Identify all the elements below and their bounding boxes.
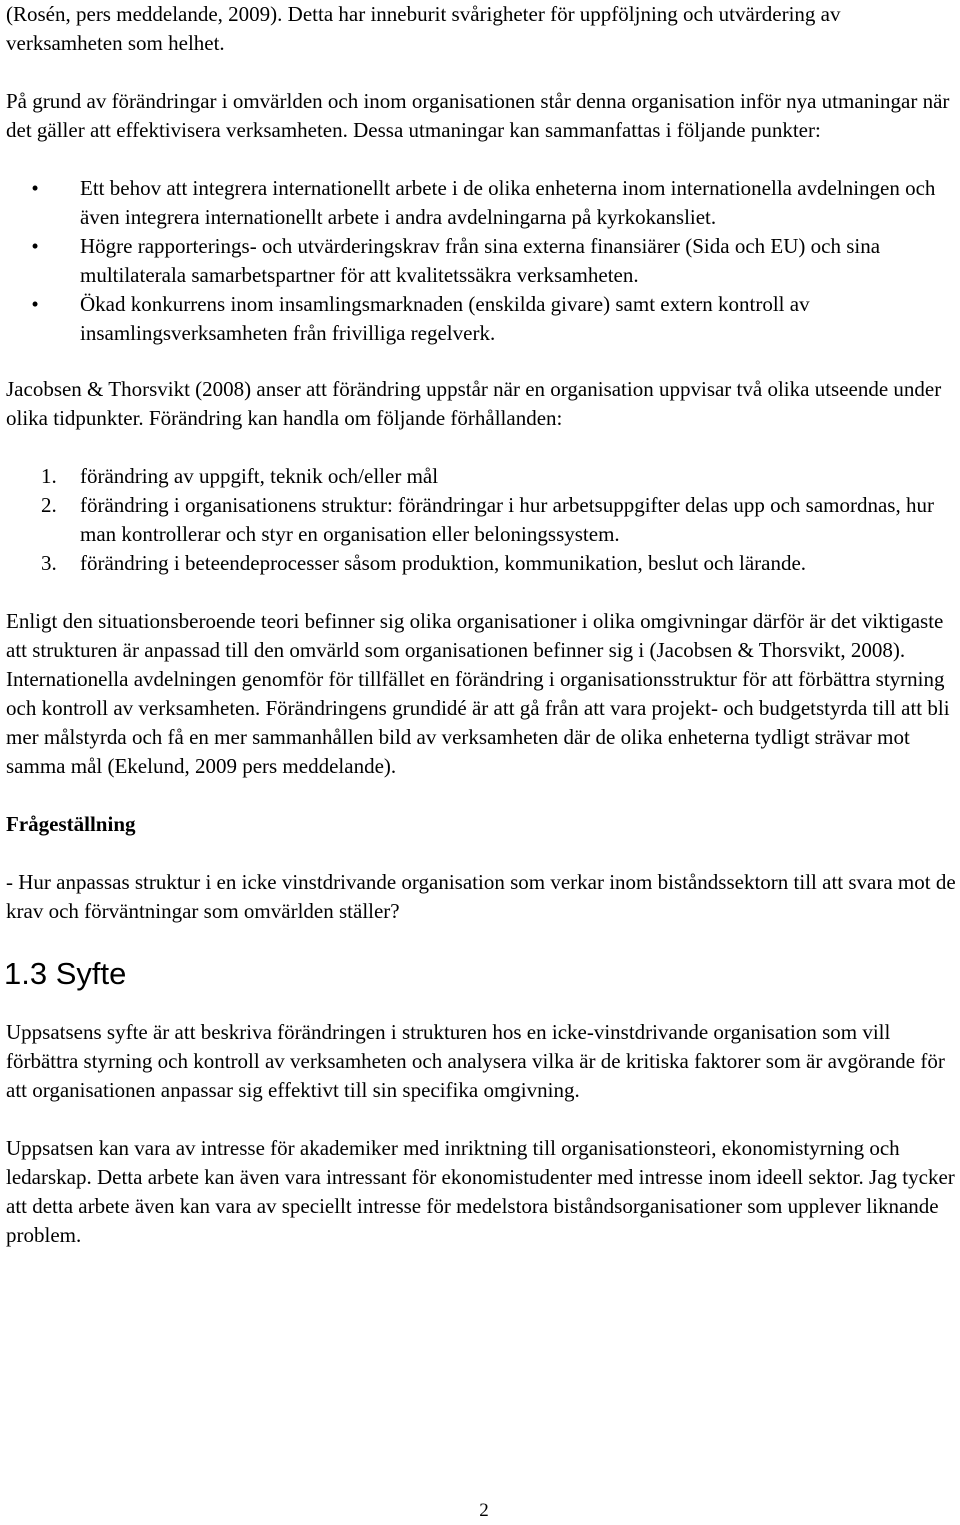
list-item-text: förändring i beteendeprocesser såsom produktion, kommunikation, beslut och lärande. xyxy=(80,551,807,575)
paragraph-theory: Enligt den situationsberoende teori befinner sig olika organisationer i olika omgivningar därför är det viktigaste att strukturen är anpassad till den omvärld som organisationen befinner sig i (Jacobsen & Thorsvikt, 2008). Internationella avdelningen genomför för tillfället en förändring i organisationsstruktur för att förbättra styrning och kontroll av verksamheten. Förändringens grundidé är att gå från att vara projekt- och budgetstyrda till att bli mer målstyrda och få en mer sammanhållen bild av verksamheten där de olika enheterna tydligt strävar mot samma mål (Ekelund, 2009 pers meddelande). xyxy=(6,609,950,778)
paragraph-challenges: På grund av förändringar i omvärlden och inom organisationen står denna organisation inför nya utmaningar när det gäller att effektivisera verksamheten. Dessa utmaningar kan sammanfattas i följande punkter: xyxy=(6,89,950,142)
list-item-text: förändring av uppgift, teknik och/eller mål xyxy=(80,464,439,488)
bullet-list xyxy=(6,174,956,348)
bullet-icon: • xyxy=(31,176,39,200)
list-number: 3. xyxy=(41,551,57,575)
list-item-text: Ett behov att integrera internationellt arbete i de olika enheterna inom internationella avdelningen och även integrera internationellt arbete i andra avdelningarna på kyrkokansliet. xyxy=(80,176,936,229)
paragraph-intro: (Rosén, pers meddelande, 2009). Detta har inneburit svårigheter för uppföljning och utvärdering av verksamheten som helhet. xyxy=(6,2,841,55)
paragraph-jacobsen: Jacobsen & Thorsvikt (2008) anser att förändring uppstår när en organisation uppvisar två olika utseende under olika tidpunkter. Förändring kan handla om följande förhållanden: xyxy=(6,377,942,430)
list-item xyxy=(6,462,956,491)
list-item-text: förändring i organisationens struktur: förändringar i hur arbetsuppgifter delas upp och samordnas, hur man kontrollerar och styr en organisation eller beloningssystem. xyxy=(80,493,934,546)
paragraph-audience: Uppsatsen kan vara av intresse för akademiker med inriktning till organisationsteori, ekonomistyrning och ledarskap. Detta arbete kan även vara intressant för ekonomistudenter med intresse inom ideell sektor. Jag tycker att detta arbete även kan vara av speciellt intresse för medelstora biståndsorganisationer som upplever liknande problem. xyxy=(6,1136,955,1247)
document-page xyxy=(6,0,956,1250)
list-item xyxy=(6,232,956,290)
section-heading: 1.3 Syfte xyxy=(4,956,127,991)
numbered-list xyxy=(6,462,956,578)
list-item-text: Högre rapporterings- och utvärderingskrav från sina externa finansiärer (Sida och EU) och sina multilaterala samarbetspartner för att kvalitetssäkra verksamheten. xyxy=(80,234,881,287)
list-number: 2. xyxy=(41,493,57,517)
list-number: 1. xyxy=(41,464,57,488)
list-item xyxy=(6,290,956,348)
list-item xyxy=(6,491,956,549)
list-item xyxy=(6,174,956,232)
list-item-text: Ökad konkurrens inom insamlingsmarknaden (enskilda givare) samt extern kontroll av insamlingsverksamheten från frivilliga regelverk. xyxy=(80,292,810,345)
paragraph-purpose: Uppsatsens syfte är att beskriva förändringen i strukturen hos en icke-vinstdrivande organisation som vill förbättra styrning och kontroll av verksamheten och analysera vilka är de kritiska faktorer som är avgörande för att organisationen anpassar sig effektivt till sin specifika omgivning. xyxy=(6,1020,945,1102)
page-number: 2 xyxy=(479,1500,489,1521)
bullet-icon: • xyxy=(31,234,39,258)
bullet-icon: • xyxy=(31,292,39,316)
list-item xyxy=(6,549,956,578)
subheading-question: Frågeställning xyxy=(6,812,136,836)
paragraph-question: - Hur anpassas struktur i en icke vinstdrivande organisation som verkar inom biståndssektorn till att svara mot de krav och förväntningar som omvärlden ställer? xyxy=(6,870,956,923)
